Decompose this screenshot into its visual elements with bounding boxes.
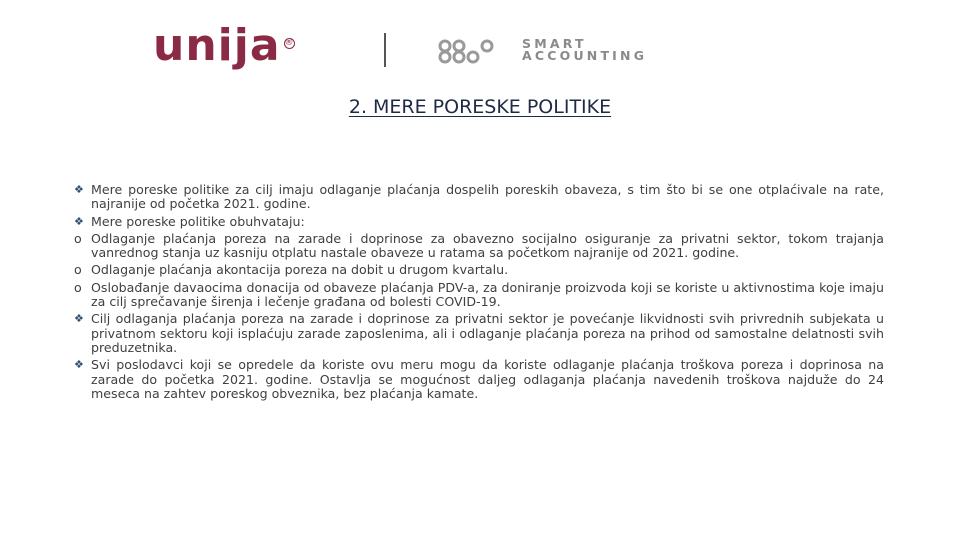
list-item — [74, 232, 884, 261]
circle-bullet-icon: o — [74, 230, 82, 246]
bullet-list — [74, 183, 884, 404]
diamond-bullet-icon: ❖ — [74, 358, 84, 372]
list-item — [74, 183, 884, 212]
list-item-text: Cilj odlaganja plaćanja poreza na zarade i doprinose za privatni sektor je povećanje likvidnosti svih privrednih subjekata u privatnom sektoru koji isplaćuju zarade zaposlenima, ali i odlaganje plaćanja poreza na prihod od samostalne delatnosti svih preduzetnika. — [91, 311, 884, 355]
list-item — [74, 263, 884, 277]
list-item-text: Mere poreske politike za cilj imaju odlaganje plaćanja dospelih poreskih obaveza, s tim što bi se one otplaćivale na rate, najranije od početka 2021. godine. — [91, 182, 884, 212]
list-item — [74, 312, 884, 355]
registered-mark-icon: ® — [284, 38, 294, 48]
slide-title: 2. MERE PORESKE POLITIKE — [348, 96, 612, 118]
list-item-text: Mere poreske politike obuhvataju: — [91, 213, 305, 229]
diamond-bullet-icon: ❖ — [74, 312, 84, 326]
logo-divider — [384, 33, 386, 67]
smart-accounting-logo-text — [522, 38, 647, 62]
list-item-text: Oslobađanje davaocima donacija od obaveze plaćanja PDV-a, za doniranje proizvoda koji se koriste u aktivnostima koje imaju za cilj sprečavanje širenja i lečenje građana od bolesti COVID-19. — [91, 279, 884, 310]
accounting-text: ACCOUNTING — [522, 48, 648, 63]
list-item-text: Odlaganje plaćanja poreza na zarade i doprinose za obavezno socijalno osiguranje za privatni sektor, tokom trajanja vanrednog stanja uz kasniju otplatu nastale obaveze u ratama sa početkom najranije od 2021. godine. — [91, 230, 884, 261]
list-item-text: Svi poslodavci koji se opredele da koriste ovu meru mogu da koriste odlaganje plaćanja troškova poreza i doprinosa na zarade do početka 2021. godine. Ostavlja se mogućnost daljeg odlaganja plaćanja navedenih troškova najduže do 24 meseca na zahtev poreskog obveznika, bez plaćanja kamate. — [91, 357, 884, 401]
list-item — [74, 358, 884, 401]
list-item — [74, 215, 884, 229]
list-item — [74, 281, 884, 310]
circle-bullet-icon: o — [74, 262, 82, 278]
diamond-bullet-icon: ❖ — [74, 183, 84, 196]
unija-logo-text: unija — [153, 20, 281, 71]
smart-text: SMART — [522, 36, 587, 51]
unija-logo — [153, 20, 295, 76]
list-item-text: Odlaganje plaćanja akontacija poreza na dobit u drugom kvartalu. — [91, 262, 509, 278]
smart-accounting-logo-mark-icon — [437, 38, 499, 64]
circle-bullet-icon: o — [74, 279, 82, 295]
diamond-bullet-icon: ❖ — [74, 214, 84, 228]
